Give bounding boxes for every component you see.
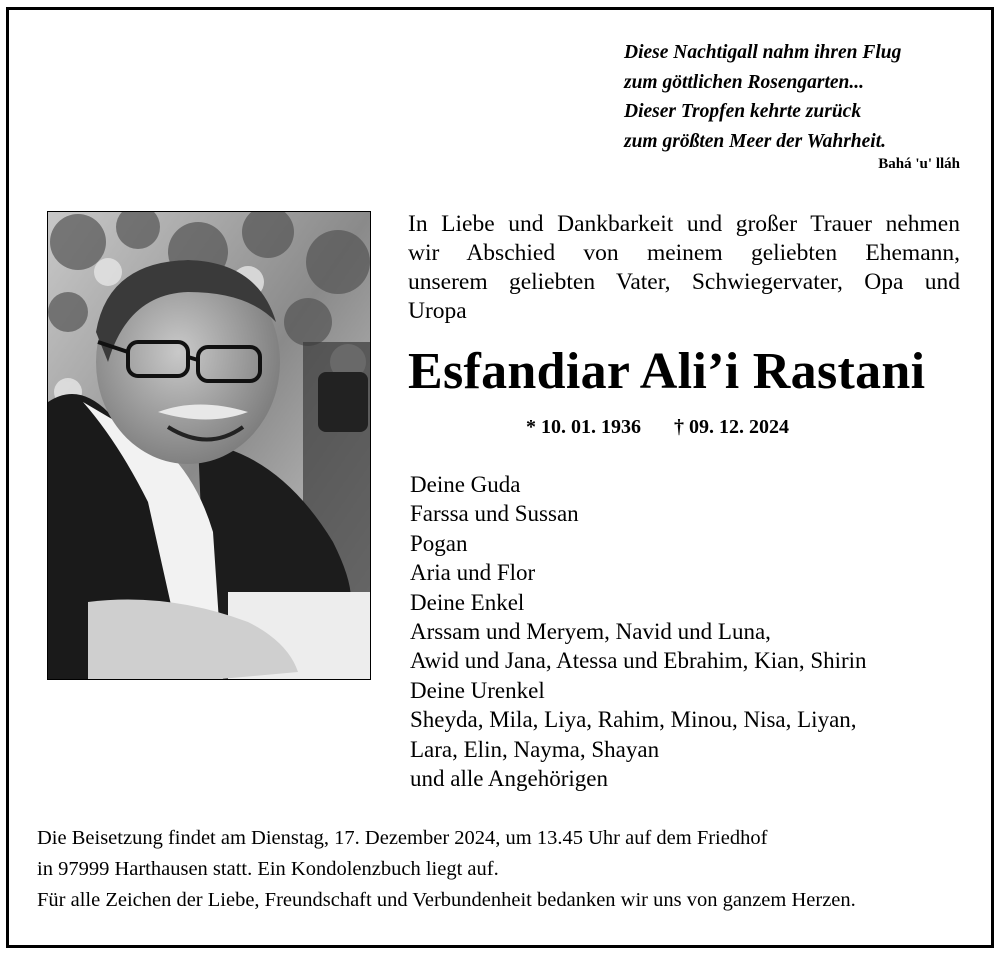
poem-line: Diese Nachtigall nahm ihren Flug xyxy=(624,42,902,63)
family-line: Aria und Flor xyxy=(410,560,536,586)
intro-line: Uropa xyxy=(408,298,467,324)
family-list xyxy=(410,470,970,793)
intro-line: wir Abschied von meinem geliebten Ehemann, xyxy=(408,240,960,266)
deceased-name: Esfandiar Ali’i Rastani xyxy=(408,343,926,400)
portrait-photo xyxy=(47,211,371,680)
family-line: Lara, Elin, Nayma, Shayan xyxy=(410,736,660,762)
family-line: Farssa und Sussan xyxy=(410,501,579,527)
family-line: Pogan xyxy=(410,530,468,556)
family-line: Deine Guda xyxy=(410,472,521,497)
poem-line: Dieser Tropfen kehrte zurück xyxy=(624,101,862,122)
footer-line: in 97999 Harthausen statt. Ein Kondolenzbuch liegt auf. xyxy=(37,858,499,880)
life-dates xyxy=(526,413,926,441)
funeral-info xyxy=(37,823,977,916)
family-line: Deine Enkel xyxy=(410,589,525,615)
family-line: Arssam und Meryem, Navid und Luna, xyxy=(410,619,771,645)
intro-line: In Liebe und Dankbarkeit und großer Trauer nehmen xyxy=(408,211,960,237)
intro-text xyxy=(408,210,960,326)
footer-line: Die Beisetzung findet am Dienstag, 17. Dezember 2024, um 13.45 Uhr auf dem Friedhof xyxy=(37,827,768,849)
poem-line: zum göttlichen Rosengarten... xyxy=(624,71,864,93)
family-line: Sheyda, Mila, Liya, Rahim, Minou, Nisa, Liyan, xyxy=(410,707,857,733)
poem xyxy=(624,38,960,156)
footer-line: Für alle Zeichen der Liebe, Freundschaft und Verbundenheit bedanken wir uns von ganzem Herzen. xyxy=(37,889,856,911)
birth-date: * 10. 01. 1936 xyxy=(526,416,641,438)
poem-line: zum größten Meer der Wahrheit. xyxy=(624,130,887,152)
family-line: und alle Angehörigen xyxy=(410,766,609,792)
poem-author: Bahá 'u' lláh xyxy=(878,156,960,172)
family-line: Awid und Jana, Atessa und Ebrahim, Kian, Shirin xyxy=(410,648,867,674)
death-date: † 09. 12. 2024 xyxy=(674,416,789,438)
family-line: Deine Urenkel xyxy=(410,677,545,703)
intro-line: unserem geliebten Vater, Schwiegervater, Opa und xyxy=(408,269,960,295)
